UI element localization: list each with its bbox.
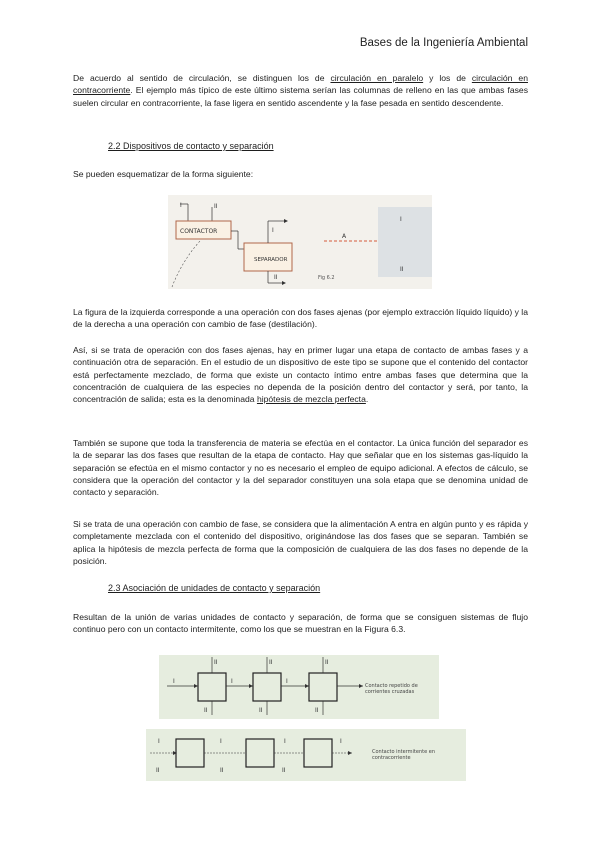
figure-contact-separation bbox=[168, 195, 432, 289]
input-II-label: II bbox=[214, 203, 218, 210]
text: De acuerdo al sentido de circulación, se distinguen los de bbox=[73, 73, 331, 83]
crossflow-out-II-1: II bbox=[204, 707, 208, 714]
column-body bbox=[378, 207, 432, 277]
paragraph-cambio-fase: Si se trata de una operación con cambio de fase, se considera que la alimentación A entra en algún punto y es rápida y completamente mezclada con el contenido del dispositivo, originándose las dos fases que se separan. También se aplica la hipótesis de mezcla perfecta de forma que la composición de cualquiera de las dos fases no depende de la posición. bbox=[73, 519, 528, 566]
text: . bbox=[365, 394, 369, 405]
output-II-label: II bbox=[274, 274, 278, 281]
crossflow-out-II-2: II bbox=[259, 707, 263, 714]
text: Así, si se trata de operación con dos fases ajenas, hay en primer lugar una etapa de contacto de ambas fases y a continuación otra de separación. En el estudio de un dispositivo de este tipo se supone que el contenido del contactor está perfectamente mezclado, de forma que existe un contacto íntimo entre ambas fases que determina que la concentración de cualquiera de las especies no dependa de la posición dentro del contactor y será, por tanto, la concentración de salida; esta es la denominada bbox=[73, 345, 528, 405]
counter-caption-text: Contacto intermitente en contracorriente bbox=[372, 749, 436, 761]
header-title: Bases de la Ingeniería Ambiental bbox=[359, 37, 528, 49]
input-I-label: I bbox=[180, 202, 182, 209]
column-bottom-label: II bbox=[400, 266, 404, 273]
counter-I-1: I bbox=[158, 738, 160, 745]
text: y los de bbox=[423, 73, 472, 83]
crossflow-in-I: I bbox=[173, 678, 175, 685]
separator-label: SEPARADOR bbox=[254, 257, 288, 263]
crossflow-out-II-3: II bbox=[315, 707, 319, 714]
paragraph-transferencia: También se supone que toda la transferencia de materia se efectúa en el contactor. La única función del separador es la de separar las dos fases que resultan de la etapa de contacto. Hay que señalar que en los sistemas gas-líquido la separación se efectúa en el mismo contactor y no es necesario el empleo de equipo adicional. A efectos de cálculo, se considera que la operación del contactor y la del separador constituyen una sola etapa que se denomina unidad de contacto y separación. bbox=[73, 438, 528, 498]
link-hipotesis-mezcla-perfecta: hipótesis de mezcla perfecta bbox=[256, 394, 366, 405]
link-circulacion-contracorriente: circulación en contracorriente bbox=[73, 73, 528, 96]
counter-II-1: II bbox=[156, 767, 160, 774]
crossflow-mid-I-2: I bbox=[286, 678, 288, 685]
heading-2-2: 2.2 Dispositivos de contacto y separación bbox=[108, 141, 274, 151]
counter-II-3: II bbox=[282, 767, 286, 774]
crossflow-in-II-3: II bbox=[325, 659, 329, 666]
counter-I-3: I bbox=[284, 738, 286, 745]
crossflow-mid-I-1: I bbox=[231, 678, 233, 685]
heading-2-3: 2.3 Asociación de unidades de contacto y separación bbox=[108, 583, 321, 593]
counter-II-2: II bbox=[220, 767, 224, 774]
paragraph-figure-description: La figura de la izquierda corresponde a una operación con dos fases ajenas (por ejemplo extracción líquido líquido) y la de la derecha a una operación con cambio de fase (destilación). bbox=[73, 307, 528, 330]
feed-label: A bbox=[342, 233, 347, 240]
column-top-label: I bbox=[400, 216, 402, 223]
crossflow-in-II-1: II bbox=[214, 659, 218, 666]
figure-crossflow bbox=[159, 655, 439, 719]
figure-caption: Fig 6.2 bbox=[318, 275, 335, 281]
crossflow-in-II-2: II bbox=[269, 659, 273, 666]
text: . El ejemplo más típico de este último sistema serían las columnas de relleno en las que ambas fases suelen circular en contracorriente, la fase ligera en sentido ascendente y la fase pesada en sentido descendente. bbox=[73, 85, 528, 108]
output-I-label: I bbox=[272, 227, 274, 234]
paragraph-asociacion: Resultan de la unión de varias unidades de contacto y separación, de forma que se consiguen sistemas de flujo continuo pero con un contacto intermitente, como los que se muestran en la Figura 6.3. bbox=[73, 612, 528, 635]
paragraph-circulation bbox=[73, 72, 528, 109]
link-circulacion-paralelo: circulación en paralelo bbox=[330, 73, 424, 83]
crossflow-caption-text: Contacto repetido de corrientes cruzadas bbox=[365, 683, 418, 695]
counter-I-4: I bbox=[340, 738, 342, 745]
paragraph-ajenas bbox=[73, 344, 528, 405]
figure-countercurrent bbox=[146, 729, 466, 781]
paragraph-schema: Se pueden esquematizar de la forma siguiente: bbox=[73, 169, 254, 179]
contactor-label: CONTACTOR bbox=[180, 228, 218, 235]
counter-I-2: I bbox=[220, 738, 222, 745]
